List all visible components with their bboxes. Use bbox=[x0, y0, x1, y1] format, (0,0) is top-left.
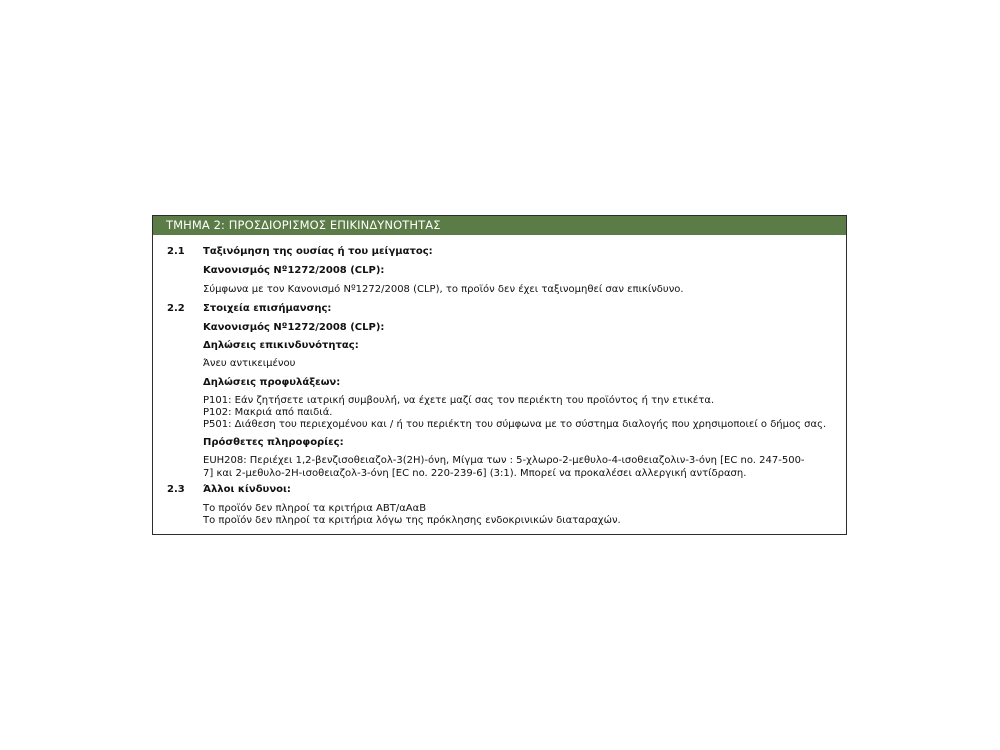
subsection-number-2-3: 2.3 bbox=[167, 484, 185, 495]
section-2-box bbox=[152, 215, 847, 535]
precautionary-statements-heading: Δηλώσεις προφυλάξεων: bbox=[203, 377, 341, 388]
subsection-title-2-3: Άλλοι κίνδυνοι: bbox=[203, 484, 291, 495]
subsection-title-2-2: Στοιχεία επισήμανσης: bbox=[203, 303, 332, 314]
regulation-heading-2-1: Κανονισμός Nº1272/2008 (CLP): bbox=[203, 265, 385, 276]
hazard-statements-heading: Δηλώσεις επικινδυνότητας: bbox=[203, 340, 359, 351]
subsection-number-2-1: 2.1 bbox=[167, 246, 185, 257]
subsection-title-2-1: Ταξινόμηση της ουσίας ή του μείγματος: bbox=[203, 246, 433, 257]
additional-information-heading: Πρόσθετες πληροφορίες: bbox=[203, 437, 344, 448]
section-header: ΤΜΗΜΑ 2: ΠΡΟΣΔΙΟΡΙΣΜΟΣ ΕΠΙΚΙΝΔΥΝΟΤΗΤΑΣ bbox=[153, 216, 846, 235]
euh208-text: EUH208: Περιέχει 1,2-βενζισοθειαζολ-3(2H)-όνη, Μίγμα των : 5-χλωρο-2-μεθυλο-4-ισοθειαζολιν-3-όνη [EC no. 247-500-7] και 2-μεθυλο-2H-ισοθειαζολ-3-όνη [EC no. 220-239-6] (3:1). Μπορεί να προκαλέσει αλλεργική αντίδραση. bbox=[203, 455, 805, 479]
precautionary-statement-p501: P501: Διάθεση του περιεχομένου και / ή του περιέκτη του σύμφωνα με το σύστημα διαλογής που χρησιμοποιεί ο δήμος σας. bbox=[203, 419, 827, 430]
precautionary-statement-p102: P102: Μακριά από παιδιά. bbox=[203, 407, 333, 418]
other-hazards-line-2: Το προϊόν δεν πληροί τα κριτήρια λόγω της πρόκλησης ενδοκρινικών διαταραχών. bbox=[203, 515, 621, 526]
classification-text: Σύμφωνα με τον Κανονισμό Nº1272/2008 (CLP), το προϊόν δεν έχει ταξινομηθεί σαν επικίνδυνο. bbox=[203, 284, 684, 295]
regulation-heading-2-2: Κανονισμός Nº1272/2008 (CLP): bbox=[203, 322, 385, 333]
other-hazards-line-1: Το προϊόν δεν πληροί τα κριτήρια ΑΒΤ/αΑαΒ bbox=[203, 503, 427, 514]
hazard-statements-text: Άνευ αντικειμένου bbox=[203, 358, 296, 369]
subsection-number-2-2: 2.2 bbox=[167, 303, 185, 314]
precautionary-statement-p101: P101: Εάν ζητήσετε ιατρική συμβουλή, να έχετε μαζί σας τον περιέκτη του προϊόντος ή την ετικέτα. bbox=[203, 395, 715, 406]
